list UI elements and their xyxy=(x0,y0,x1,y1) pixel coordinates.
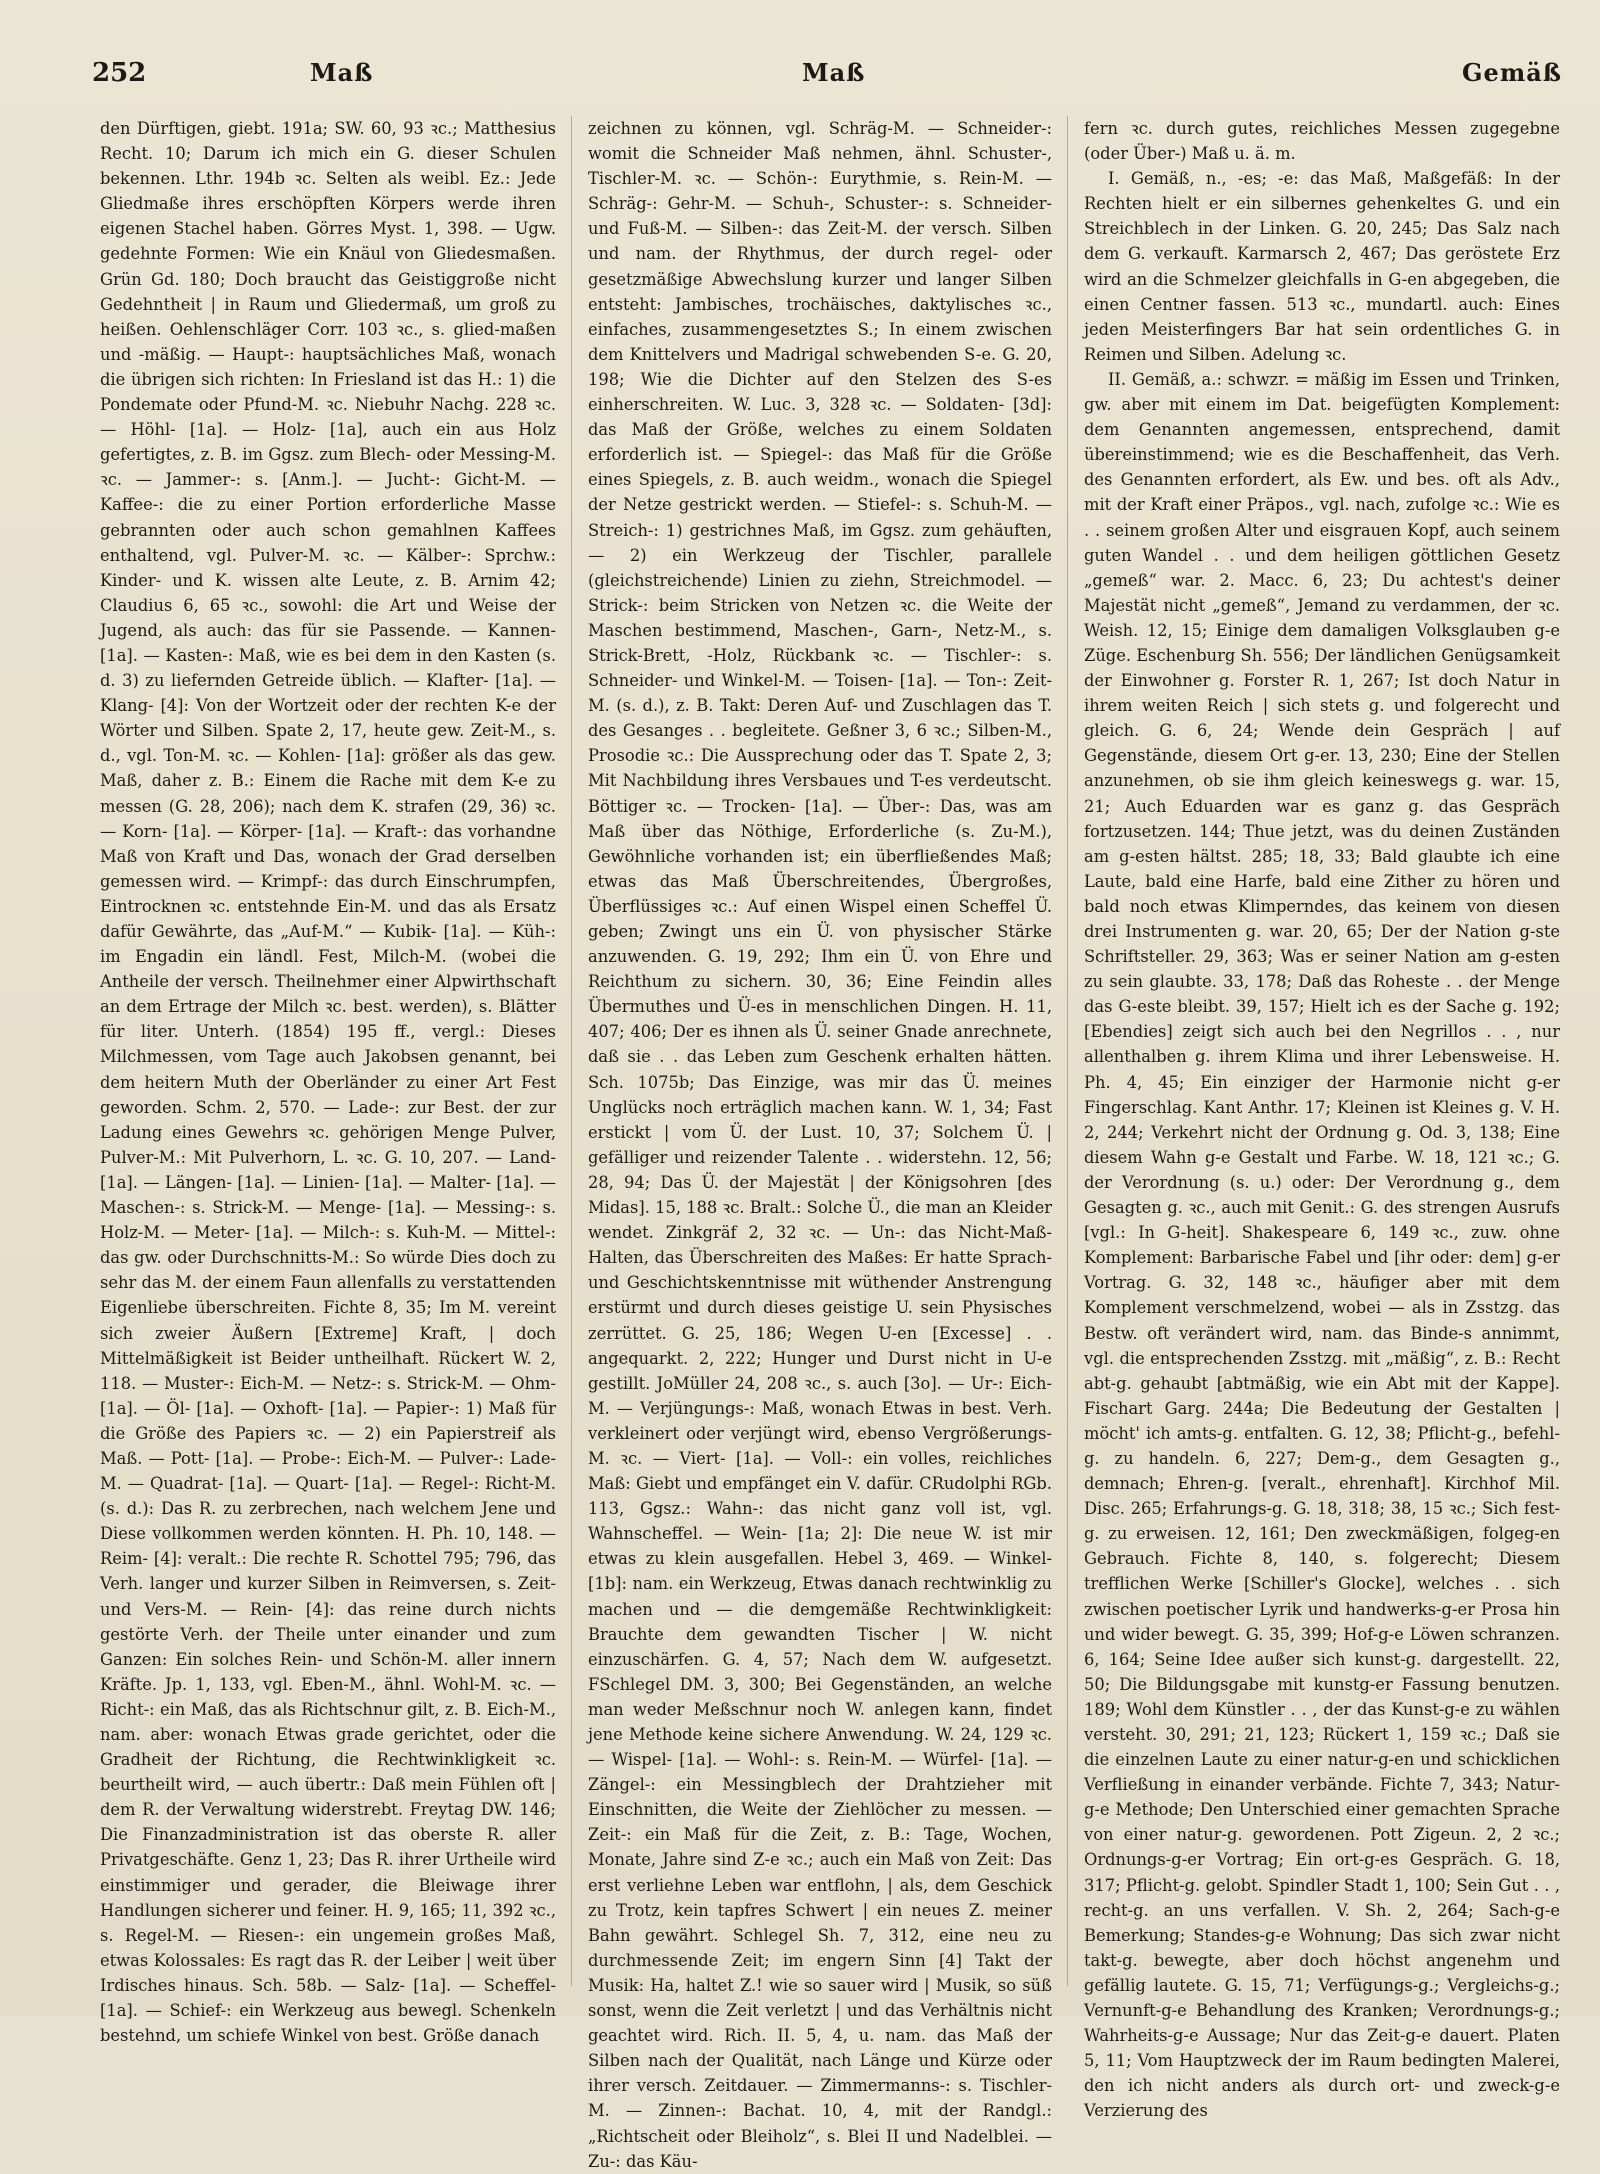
column-middle xyxy=(588,116,1052,2171)
column-left-text: den Dürftigen, giebt. 191a; SW. 60, 93 ꝛc.; Matthesius Recht. 10; Darum ich mich ein G. dieser Schulen bekennen. Lthr. 194b ꝛc. Selten als weibl. Ez.: Jede Gliedmaße ihres erschöpften Körpers werde ihren eigenen Stachel haben. Görres Myst. 1, 398. — Ugw. gedehnte Formen: Wie ein Knäul von Gliedesmaßen. Grün Gd. 180; Doch braucht das Geistiggroße nicht Gedehntheit | in Raum und Gliedermaß, um groß zu heißen. Oehlenschläger Corr. 103 ꝛc., s. glied-maßen und -mäßig. — Haupt-: hauptsächliches Maß, wonach die übrigen sich richten: In Friesland ist das H.: 1) die Pondemate oder Pfund-M. ꝛc. Niebuhr Nachg. 228 ꝛc. — Höhl- [1a]. — Holz- [1a], auch ein aus Holz gefertigtes, z. B. im Ggsz. zum Blech- oder Messing-M. ꝛc. — Jammer-: s. [Anm.]. — Jucht-: Gicht-M. — Kaffee-: die zu einer Portion erforderliche Masse gebrannten oder auch schon gemahlnen Kaffees enthaltend, vgl. Pulver-M. ꝛc. — Kälber-: Sprchw.: Kinder- und K. wissen alte Leute, z. B. Arnim 42; Claudius 6, 65 ꝛc., sowohl: die Art und Weise der Jugend, als auch: das für sie Passende. — Kannen- [1a]. — Kasten-: Maß, wie es bei dem in den Kasten (s. d. 3) zu liefernden Getreide üblich. — Klafter- [1a]. — Klang- [4]: Von der Wortzeit oder der rechten K-e der Wörter und Silben. Spate 2, 17, heute gew. Zeit-M., s. d., vgl. Ton-M. ꝛc. — Kohlen- [1a]: größer als das gew. Maß, daher z. B.: Einem die Rache mit dem K-e zu messen (G. 28, 206); nach dem K. strafen (29, 36) ꝛc. — Korn- [1a]. — Körper- [1a]. — Kraft-: das vorhandne Maß von Kraft und Das, wonach der Grad derselben gemessen wird. — Krimpf-: das durch Einschrumpfen, Eintrocknen ꝛc. entstehnde Ein-M. und das als Ersatz dafür Gewährte, das „Auf-M.“ — Kubik- [1a]. — Küh-: im Engadin ein ländl. Fest, Milch-M. (wobei die Antheile der versch. Theilnehmer einer Alpwirthschaft an dem Ertrage der Milch ꝛc. best. werden), s. Blätter für liter. Unterh. (1854) 195 ff., vergl.: Dieses Milchmessen, vom Tage auch Jakobsen genannt, bei dem heitern Muth der Oberländer zu einer Art Fest geworden. Schm. 2, 570. — Lade-: zur Best. der zur Ladung eines Gewehrs ꝛc. gehörigen Menge Pulver, Pulver-M.: Mit Pulverhorn, L. ꝛc. G. 10, 207. — Land- [1a]. — Längen- [1a]. — Linien- [1a]. — Malter- [1a]. — Maschen-: s. Strick-M. — Menge- [1a]. — Messing-: s. Holz-M. — Meter- [1a]. — Milch-: s. Kuh-M. — Mittel-: das gw. oder Durchschnitts-M.: So würde Dies doch zu sehr das M. der einem Faun allenfalls zu verstattenden Eigenliebe überschreiten. Fichte 8, 35; Im M. vereint sich zweier Äußern [Extreme] Kraft, | doch Mittelmäßigkeit ist Beider untheilhaft. Rückert W. 2, 118. — Muster-: Eich-M. — Netz-: s. Strick-M. — Ohm- [1a]. — Öl- [1a]. — Oxhoft- [1a]. — Papier-: 1) Maß für die Größe des Papiers ꝛc. — 2) ein Papierstreif als Maß. — Pott- [1a]. — Probe-: Eich-M. — Pulver-: Lade-M. — Quadrat- [1a]. — Quart- [1a]. — Regel-: Richt-M. (s. d.): Das R. zu zerbrechen, nach welchem Jene und Diese vollkommen werden könnten. H. Ph. 10, 148. — Reim- [4]: veralt.: Die rechte R. Schottel 795; 796, das Verh. langer und kurzer Silben in Reimversen, s. Zeit- und Vers-M. — Rein- [4]: das reine durch nichts gestörte Verh. der Theile unter einander und zum Ganzen: Ein solches Rein- und Schön-M. aller innern Kräfte. Jp. 1, 133, vgl. Eben-M., ähnl. Wohl-M. ꝛc. — Richt-: ein Maß, das als Richtschnur gilt, z. B. Eich-M., nam. aber: wonach Etwas grade gerichtet, oder die Gradheit der Richtung, die Rechtwinkligkeit ꝛc. beurtheilt wird, — auch übertr.: Daß mein Fühlen oft | dem R. der Verwaltung widerstrebt. Freytag DW. 146; Die Finanzadministration ist das oberste R. aller Privatgeschäfte. Genz 1, 23; Das R. ihrer Urtheile wird einstimmiger und gerader, die Bleiwage ihrer Handlungen sicherer und feiner. H. 9, 165; 11, 392 ꝛc., s. Regel-M. — Riesen-: ein ungemein großes Maß, etwas Kolossales: Es ragt das R. der Leiber | weit über Irdisches hinaus. Sch. 58b. — Salz- [1a]. — Scheffel- [1a]. — Schief-: ein Werkzeug aus bewegl. Schenkeln bestehnd, um schiefe Winkel von best. Größe danach xyxy=(100,119,556,2046)
page-number: 252 xyxy=(92,58,147,88)
column-left xyxy=(100,116,556,2046)
entry-gemaess-noun: I. Gemäß, n., -es; -e: das Maß, Maßgefäß: In der Rechten hielt er ein silbernes gehenkeltes G. und ein Streichblech in der Linken. G. 20, 245; Das Salz nach dem G. verkauft. Karmarsch 2, 467; Das geröstete Erz wird an die Schmelzer gleichfalls in G-en abgegeben, die einen Centner fassen. 513 ꝛc., mundartl. auch: Eines jeden Meisterfingers Bar hat sein ordentliches G. in Reimen und Silben. Adelung ꝛc. xyxy=(1084,169,1560,364)
column-divider xyxy=(1067,116,1068,1986)
text-columns xyxy=(100,116,1560,2171)
column-right xyxy=(1084,116,1560,2121)
column-middle-text: zeichnen zu können, vgl. Schräg-M. — Schneider-: womit die Schneider Maß nehmen, ähnl. Schuster-, Tischler-M. ꝛc. — Schön-: Eurythmie, s. Rein-M. — Schräg-: Gehr-M. — Schuh-, Schuster-: s. Schneider- und Fuß-M. — Silben-: das Zeit-M. der versch. Silben und nam. der Rhythmus, der durch regel- oder gesetzmäßige Abwechslung kurzer und langer Silben entsteht: Jambisches, trochäisches, daktylisches ꝛc., einfaches, zusammengesetztes S.; In einem zwischen dem Knittelvers und Madrigal schwebenden S-e. G. 20, 198; Wie die Dichter auf den Stelzen des S-es einherschreiten. W. Luc. 3, 328 ꝛc. — Soldaten- [3d]: das Maß der Größe, welches zu einem Soldaten erforderlich ist. — Spiegel-: das Maß für die Größe eines Spiegels, z. B. auch weidm., wonach die Spiegel der Netze gestrickt werden. — Stiefel-: s. Schuh-M. — Streich-: 1) gestrichnes Maß, im Ggsz. zum gehäuften, — 2) ein Werkzeug der Tischler, parallele (gleichstreichende) Linien zu ziehn, Streichmodel. — Strick-: beim Stricken von Netzen ꝛc. die Weite der Maschen bestimmend, Maschen-, Garn-, Netz-M., s. Strick-Brett, -Holz, Rückbank ꝛc. — Tischler-: s. Schneider- und Winkel-M. — Toisen- [1a]. — Ton-: Zeit-M. (s. d.), z. B. Takt: Deren Auf- und Zuschlagen das T. des Gesanges . . begleitete. Geßner 3, 6 ꝛc.; Silben-M., Prosodie ꝛc.: Die Aussprechung oder das T. Spate 2, 3; Mit Nachbildung ihres Versbaues und T-es verdeutscht. Böttiger ꝛc. — Trocken- [1a]. — Über-: Das, was am Maß über das Nöthige, Erforderliche (s. Zu-M.), Gewöhnliche vorhanden ist; ein überfließendes Maß; etwas das Maß Überschreitendes, Übergroßes, Überflüssiges ꝛc.: Auf einen Wispel einen Scheffel Ü. geben; Zwingt uns ein Ü. von physischer Stärke anzuwenden. G. 19, 292; Ihm ein Ü. von Ehre und Reichthum zu sichern. 30, 36; Eine Feindin alles Übermuthes und Ü-es in menschlichen Dingen. H. 11, 407; 406; Der es ihnen als Ü. seiner Gnade anrechnete, daß sie . . das Leben zum Geschenk erhalten hätten. Sch. 1075b; Das Einzige, was mir das Ü. meines Unglücks noch erträglich machen kann. W. 1, 34; Fast erstickt | vom Ü. der Lust. 10, 37; Solchem Ü. | gefälliger und reizender Talente . . widerstehn. 12, 56; 28, 94; Das Ü. der Majestät | der Königsohren [des Midas]. 15, 188 ꝛc. Bralt.: Solche Ü., die man an Kleider wendet. Zinkgräf 2, 32 ꝛc. — Un-: das Nicht-Maß-Halten, das Überschreiten des Maßes: Er hatte Sprach- und Geschichtskenntnisse mit wüthender Anstrengung erstürmt und durch dieses geistige U. sein Physisches zerrüttet. G. 25, 186; Wegen U-en [Excesse] . . angequarkt. 2, 222; Hunger und Durst nicht in U-e gestillt. JoMüller 24, 208 ꝛc., s. auch [3o]. — Ur-: Eich-M. — Verjüngungs-: Maß, wonach Etwas in best. Verh. verkleinert oder verjüngt wird, ebenso Vergrößerungs-M. ꝛc. — Viert- [1a]. — Voll-: ein volles, reichliches Maß: Giebt und empfänget ein V. dafür. CRudolphi RGb. 113, Ggsz.: Wahn-: das nicht ganz voll ist, vgl. Wahnscheffel. — Wein- [1a; 2]: Die neue W. ist mir etwas zu klein ausgefallen. Hebel 3, 469. — Winkel- [1b]: nam. ein Werkzeug, Etwas danach rechtwinklig zu machen und — die demgemäße Rechtwinkligkeit: Brauchte dem gewandten Tischer | W. nicht einzuschärfen. G. 4, 57; Nach dem W. aufgesetzt. FSchlegel DM. 3, 300; Bei Gegenständen, an welche man weder Meßschnur noch W. anlegen kann, findet jene Methode keine sichere Anwendung. W. 24, 129 ꝛc. — Wispel- [1a]. — Wohl-: s. Rein-M. — Würfel- [1a]. — Zängel-: ein Messingblech der Drahtzieher mit Einschnitten, die Weite der Ziehlöcher zu messen. — Zeit-: ein Maß für die Zeit, z. B.: Tage, Wochen, Monate, Jahre sind Z-e ꝛc.; auch ein Maß von Zeit: Das erst verliehne Leben war entflohn, | als, dem Geschick zu Trotz, kein tapfres Schwert | ein neues Z. meiner Bahn gewährt. Schlegel Sh. 7, 312, eine neu zu durchmessende Zeit; im engern Sinn [4] Takt der Musik: Ha, haltet Z.! wie so sauer wird | Musik, so süß sonst, wenn die Zeit verletzt | und das Verhältnis nicht geachtet wird. Rich. II. 5, 4, u. nam. das Maß der Silben nach der Qualität, nach Länge und Kürze oder ihrer versch. Zeitdauer. — Zimmermanns-: s. Tischler-M. — Zinnen-: Bachat. 10, 4, mit der Randgl.: „Richtscheit oder Bleiholz“, s. Blei II und Nadelblei. — Zu-: das Käu- xyxy=(588,119,1052,2171)
page-header xyxy=(92,58,1562,98)
column-divider xyxy=(571,116,572,1986)
entry-gemaess-adjective: II. Gemäß, a.: schwzr. = mäßig im Essen und Trinken, gw. aber mit einem im Dat. beigefügten Komplement: dem Genannten angemessen, entsprechend, damit übereinstimmend; wie es die Beschaffenheit, das Verh. des Genannten erfordert, als Ew. und bes. oft als Adv., mit der Kraft einer Präpos., vgl. nach, zufolge ꝛc.: Wie es . . seinem großen Alter und eisgrauen Kopf, auch seinem guten Wandel . . und dem heiligen göttlichen Gesetz „gemeß“ war. 2. Macc. 6, 23; Du achtest's deiner Majestät nicht „gemeß“, Jemand zu verdammen, der ꝛc. Weish. 12, 15; Einige dem damaligen Volksglauben g-e Züge. Eschenburg Sh. 556; Der ländlichen Genügsamkeit der Einwohner g. Forster R. 1, 267; Ist doch Natur in ihrem weiten Reich | sich stets g. und folgerecht und gleich. G. 6, 24; Wende dein Gespräch | auf Gegenstände, diesem Ort g-er. 13, 230; Eine der Stellen anzunehmen, ob sie ihm gleich keineswegs g. war. 15, 21; Auch Eduarden war es ganz g. das Gespräch fortzusetzen. 144; Thue jetzt, was du deinen Zuständen am g-esten hältst. 285; 18, 33; Bald glaubte ich eine Laute, bald eine Harfe, bald eine Zither zu hören und bald noch etwas Klimperndes, das keinem von diesen drei Instrumenten g. war. 20, 65; Der der Nation g-ste Schriftsteller. 29, 363; Was er seiner Nation am g-esten zu sein glaubte. 33, 178; Daß das Roheste . . der Menge das G-este bleibt. 39, 157; Hielt ich es der Sache g. 192; [Ebendies] zeigt sich auch bei den Negrillos . . , nur allenthalben g. ihrem Klima und ihrer Lebensweise. H. Ph. 4, 45; Ein einziger der Harmonie nicht g-er Fingerschlag. Kant Anthr. 17; Kleinen ist Kleines g. V. H. 2, 244; Verkehrt nicht der Ordnung g. Od. 3, 138; Eine diesem Wahn g-e Gestalt und Farbe. W. 18, 121 ꝛc.; G. der Verordnung (s. u.) oder: Der Verordnung g., dem Gesagten g. ꝛc., auch mit Genit.: G. des strengen Ausrufs [vgl.: In G-heit]. Shakespeare 6, 149 ꝛc., zuw. ohne Komplement: Barbarische Fabel und [ihr oder: dem] g-er Vortrag. G. 32, 148 ꝛc., häufiger aber mit dem Komplement verschmelzend, wobei — als in Zsstzg. das Bestw. oft verändert wird, nam. das Binde-s annimmt, vgl. die entsprechenden Zsstzg. mit „mäßig“, z. B.: Recht abt-g. gehaubt [abtmäßig, wie ein Abt mit der Kappe]. Fischart Garg. 244a; Die Bedeutung der Gestalten | möcht' ich amts-g. entfalten. G. 12, 38; Pflicht-g., befehl-g. zu handeln. 6, 227; Dem-g., dem Gesagten g., demnach; Ehren-g. [veralt., ehrenhaft]. Kirchhof Mil. Disc. 265; Erfahrungs-g. G. 18, 318; 38, 15 ꝛc.; Sich fest-g. zu erweisen. 12, 161; Den zweckmäßigen, folgeg-en Gebrauch. Fichte 8, 140, s. folgerecht; Diesem trefflichen Werke [Schiller's Glocke], welches . . sich zwischen poetischer Lyrik und handwerks-g-er Prosa hin und wider bewegt. G. 35, 399; Hof-g-e Löwen schranzen. 6, 164; Seine Idee außer sich kunst-g. dargestellt. 22, 50; Die Bildungsgabe mit kunstg-er Fassung benutzen. 189; Wohl dem Künstler . . , der das Kunst-g-e zu wählen versteht. 30, 291; 21, 123; Rückert 1, 159 ꝛc.; Daß sie die einzelnen Laute zu einer natur-g-en und schicklichen Verfließung in einander verbände. Fichte 7, 343; Natur-g-e Methode; Den Unterschied einer gemachten Sprache von einer natur-g. gewordenen. Pott Zigeun. 2, 2 ꝛc.; Ordnungs-g-er Vortrag; Ein ort-g-es Gespräch. G. 18, 317; Pflicht-g. gelobt. Spindler Stadt 1, 100; Sein Gut . . , recht-g. an uns verfallen. V. Sh. 2, 264; Sach-g-e Bemerkung; Standes-g-e Wohnung; Das sich zwar nicht takt-g. bewegte, aber doch höchst angenehm und gefällig lautete. G. 15, 71; Verfügungs-g.; Vergleichs-g.; Vernunft-g-e Behandlung des Kranken; Verordnungs-g.; Wahrheits-g-e Aussage; Nur das Zeit-g-e dauert. Platen 5, 11; Vom Hauptzweck der im Raum bedingten Malerei, den ich nicht anders als durch ort- und zweck-g-e Verzierung des xyxy=(1084,369,1560,2121)
running-head-right: Gemäß xyxy=(1462,58,1562,87)
running-head-left: Maß xyxy=(310,58,374,87)
running-head-center: Maß xyxy=(802,58,866,87)
column-right-continuation: fern ꝛc. durch gutes, reichliches Messen zugegebne (oder Über-) Maß u. ä. m. xyxy=(1084,119,1560,164)
